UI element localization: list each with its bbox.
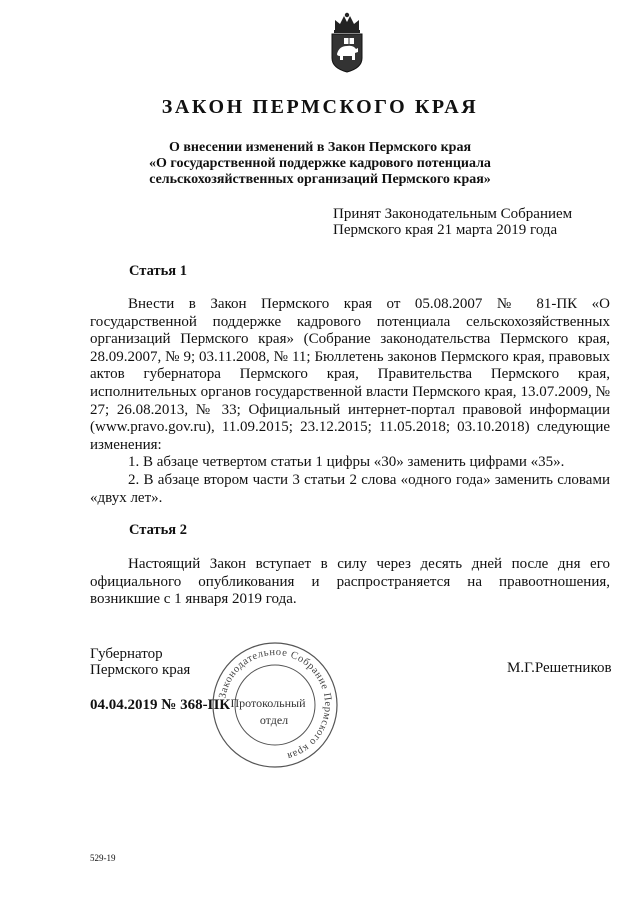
adoption-line: Пермского края 21 марта 2019 года [333,222,558,238]
article-1-item-1: 1. В абзаце четвертом статьи 1 цифры «30» заменить цифрами «35». [128,454,565,471]
stamp-ring-text: Законодательное Собрание Пермского края [217,646,334,762]
governor-name: М.Г.Решетников [507,660,612,676]
document-code: 529-19 [90,853,116,863]
article-1-body [90,296,610,507]
law-date-number: 04.04.2019 № 368-ПК [90,697,231,713]
protocol-department-stamp [210,640,340,770]
law-subtitle [0,140,640,188]
stamp-graphic [210,640,340,770]
adoption-line: Принят Законодательным Собранием [333,206,573,222]
article-2-heading: Статья 2 [129,522,187,538]
governor-title [90,646,190,678]
article-2-body [90,556,610,609]
subtitle-line: «О государственной поддержке кадрового потенциала [149,156,491,171]
governor-title-line: Пермского края [90,662,191,678]
subtitle-line: О внесении изменений в Закон Пермского края [168,140,472,155]
stamp-center-line: отдел [259,713,289,727]
article-1-heading: Статья 1 [129,263,187,279]
article-1-intro: Внести в Закон Пермского края от 05.08.2007 № 81-ПК «О государственной поддержке кадрового потенциала сельскохозяйственных организаций Пермского края» (Собрание законодательства Пермского края, 28.09.2007, № 9; 03.11.2008, № 11; Бюллетень законов Пермского края, правовых актов губернатора Пермского края, Правительства Пермского края, исполнительных органов государственной власти Пермского края, 13.07.2009, № 27; 26.08.2013, № 33; Официальный интернет-портал правовой информации (www.pravo.gov.ru), 11.09.2015; 23.12.2015; 11.05.2018; 03.10.2018) следующие изменения: [90,296,610,453]
article-1-item-2: 2. В абзаце втором части 3 статьи 2 слова «одного года» заменить словами «двух лет». [90,471,610,506]
coat-of-arms-icon [327,12,367,74]
adoption-note [333,206,572,238]
law-title: ЗАКОН ПЕРМСКОГО КРАЯ [161,96,479,118]
subtitle-line: сельскохозяйственных организаций Пермского края» [149,172,491,187]
stamp-center-line: Протокольный [230,696,306,710]
article-2-text: Настоящий Закон вступает в силу через десять дней после дня его официального опубликования и распространяется на правоотношения, возникшие с 1 января 2019 года. [90,556,610,608]
governor-title-line: Губернатор [90,646,163,662]
